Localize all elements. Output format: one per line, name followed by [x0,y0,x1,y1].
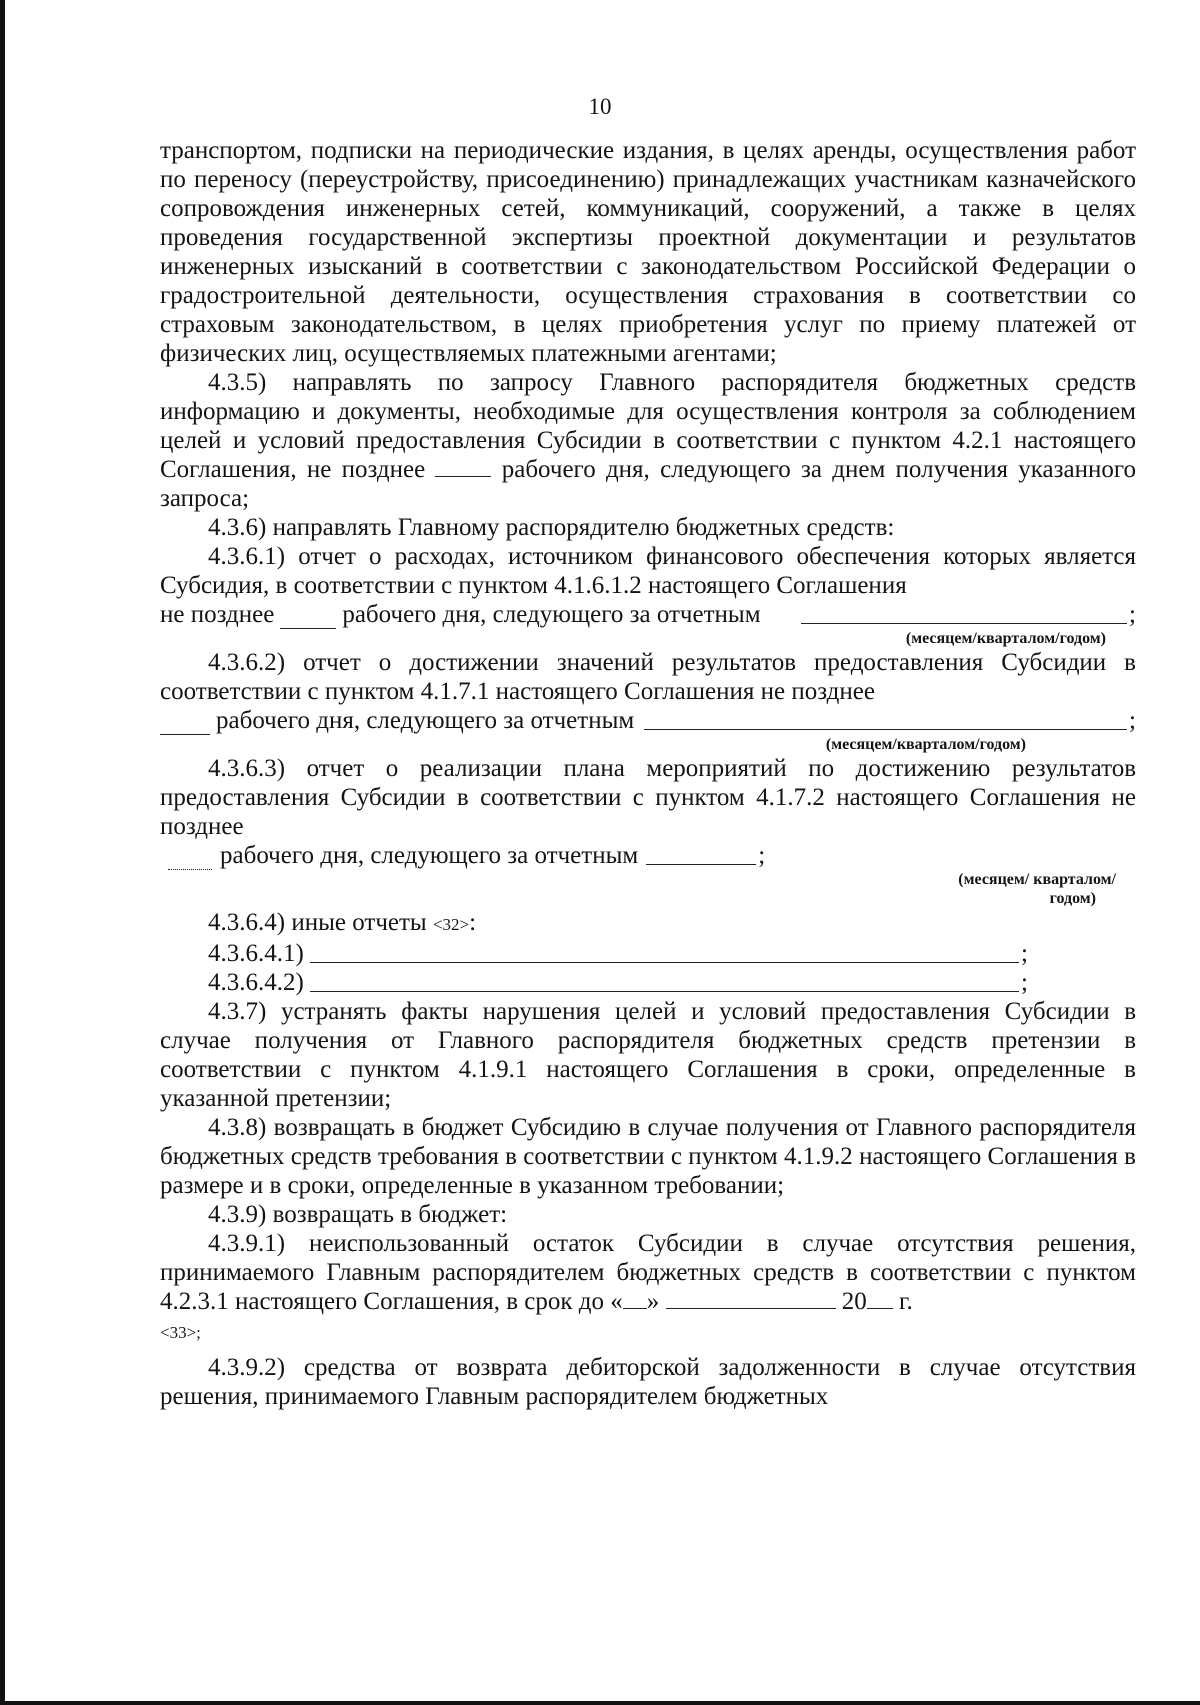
blank-field [280,610,336,629]
blank-field [666,1290,836,1309]
paragraph-4-3-6-1: 4.3.6.1) отчет о расходах, источником финансового обеспечения которых является Субсидия, в соответствии с пунктом 4.1.6.1.2 настоящего Соглашения [160,543,1136,599]
blank-field [160,716,210,735]
paragraph-4-3-9: 4.3.9) возвращать в бюджет: [208,1201,508,1228]
paragraph-4-3-9-2: 4.3.9.2) средства от возврата дебиторской задолженности в случае отсутствия решения, принимаемого Главным распорядителем бюджетных [160,1354,1136,1410]
page-number: 10 [588,94,612,119]
paragraph-4-3-6-2-line: рабочего дня, следующего за отчетным ; [160,706,1136,735]
caption-period-cont: годом) [1049,890,1096,907]
blank-field [646,844,756,865]
paragraph-continuation: транспортом, подписки на периодические издания, в целях аренды, осуществления работ по переносу (переустройству, присоединению) принадлежащих участникам казначейского сопровождения инженерных сетей, коммуникаций, сооружений, а также в целях проведения государственной экспертизы проектной документации и результатов инженерных изысканий в соответствии с законодательством Российской Федерации о градостроительной деятельности, осуществления страхования в соответствии со страховым законодательством, в целях приобретения услуг по приему платежей от физических лиц, осуществляемых платежными агентами; [160,137,1136,367]
caption-period: (месяцем/ кварталом/ [958,871,1116,888]
paragraph-4-3-8: 4.3.8) возвращать в бюджет Субсидию в случае получения от Главного распорядителя бюджетных средств требования в соответствии с пунктом 4.1.9.2 настоящего Соглашения в размере и в сроки, определенные в указанном требовании; [160,1114,1136,1199]
paragraph-4-3-6-3-line: рабочего дня, следующего за отчетным ; [160,841,1136,870]
footnote-ref-33: <33>; [160,1323,201,1342]
caption-period: (месяцем/кварталом/годом) [905,630,1106,647]
paragraph-4-3-7: 4.3.7) устранять факты нарушения целей и условий предоставления Субсидии в случае получения от Главного распорядителя бюджетных средств претензии в соответствии с пунктом 4.1.9.1 настоящего Соглашения в сроки, определенные в указанной претензии; [160,998,1136,1112]
scan-bottom-edge [0,1701,1200,1705]
paragraph-4-3-6: 4.3.6) направлять Главному распорядителю бюджетных средств: [208,514,895,541]
paragraph-4-3-5: 4.3.5) направлять по запросу Главного распорядителя бюджетных средств информацию и документы, необходимые для осуществления контроля за соблюдением целей и условий предоставления Субсидии в соответствии с пунктом 4.2.1 настоящего Соглашения, не позднее рабочего дня, следующего за днем получения указанного запроса; [160,369,1136,512]
blank-field [623,1290,647,1309]
paragraph-4-3-9-1: 4.3.9.1) неиспользованный остаток Субсидии в случае отсутствия решения, принимаемого Главным распорядителем бюджетных средств в соответствии с пунктом 4.2.3.1 настоящего Соглашения, в срок до « » 20 г. [160,1230,1136,1315]
paragraph-4-3-6-1-line: не позднее рабочего дня, следующего за отчетным ; [160,601,1136,628]
blank-field [310,971,1019,992]
blank-field [168,851,212,870]
footnote-ref: <32> [432,915,470,934]
paragraph-4-3-6-3: 4.3.6.3) отчет о реализации плана мероприятий по достижению результатов предоставления Субсидии в соответствии с пунктом 4.1.7.2 настоящего Соглашения не позднее [160,755,1136,840]
body-text [160,136,1136,1411]
scan-left-edge [0,0,5,1705]
caption-period: (месяцем/кварталом/годом) [825,736,1026,753]
paragraph-4-3-6-4-2: 4.3.6.4.2) ; [208,969,1028,996]
blank-field [310,942,1019,963]
blank-field [435,458,491,477]
blank-field [867,1290,893,1309]
paragraph-4-3-6-4-1: 4.3.6.4.1) ; [208,940,1028,967]
blank-field [801,603,1128,624]
paragraph-4-3-6-4: 4.3.6.4) иные отчеты <32>: [208,909,477,936]
blank-field [644,709,1127,730]
paragraph-4-3-6-2: 4.3.6.2) отчет о достижении значений результатов предоставления Субсидии в соответствии с пунктом 4.1.7.1 настоящего Соглашения не позднее [160,649,1136,705]
